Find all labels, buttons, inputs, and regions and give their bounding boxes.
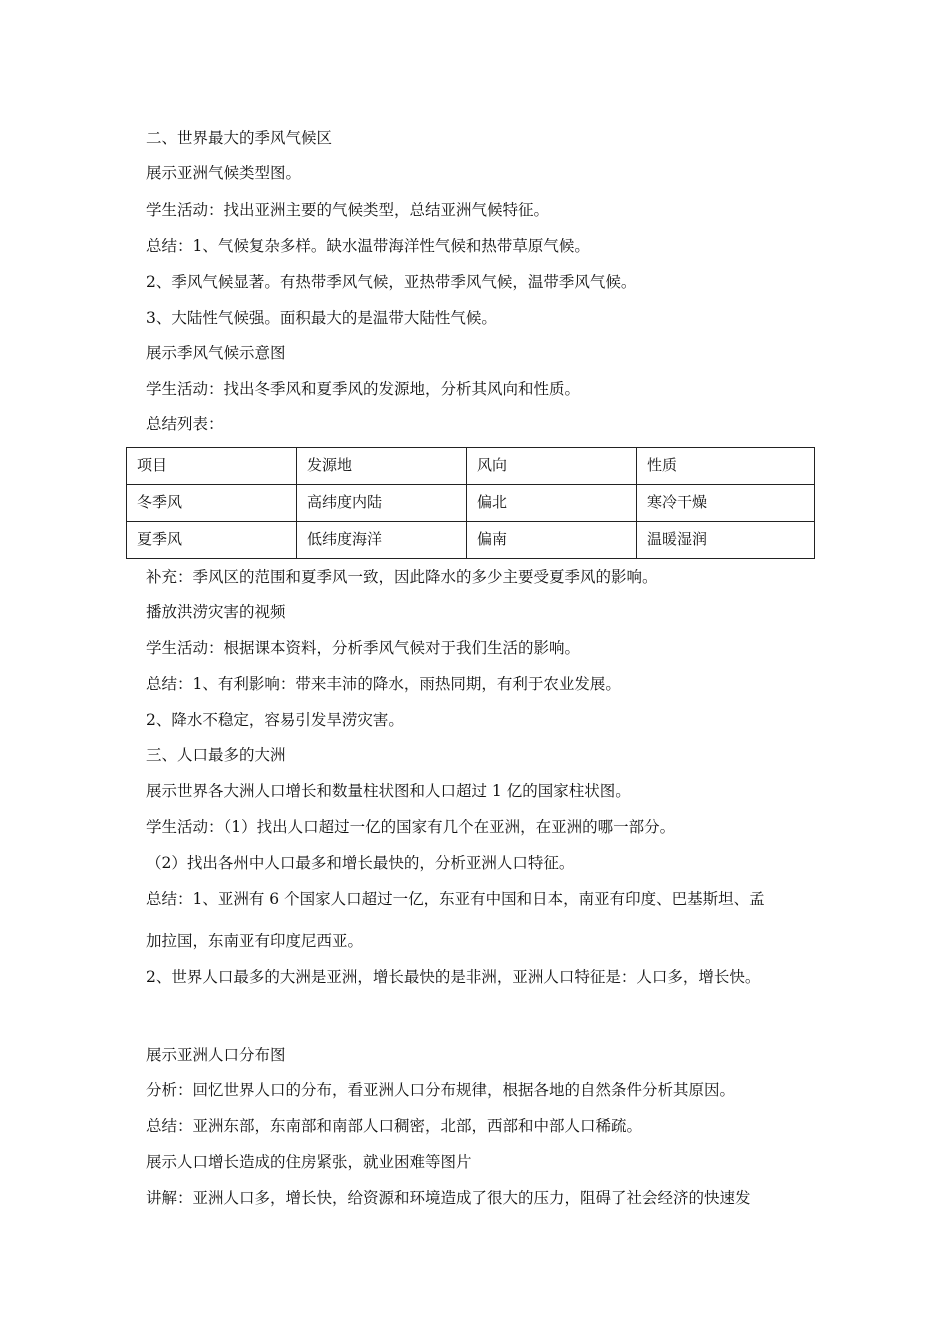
section-heading-monsoon: 二、世界最大的季风气候区 [146,129,333,147]
text-line: 展示亚洲气候类型图。 [146,164,302,182]
text-line: 2、季风气候显著。有热带季风气候，亚热带季风气候，温带季风气候。 [146,273,637,291]
table-header-cell: 发源地 [297,448,467,485]
table-cell: 夏季风 [127,522,297,559]
section-heading-population: 三、人口最多的大洲 [146,746,286,764]
text-line: 补充：季风区的范围和夏季风一致，因此降水的多少主要受夏季风的影响。 [146,568,658,586]
text-line: 总结：1、有利影响：带来丰沛的降水，雨热同期，有利于农业发展。 [146,675,621,693]
text-line: 分析：回忆世界人口的分布，看亚洲人口分布规律，根据各地的自然条件分析其原因。 [146,1081,736,1099]
text-line: 展示亚洲人口分布图 [146,1046,286,1064]
text-line: 总结：亚洲东部，东南部和南部人口稠密，北部，西部和中部人口稀疏。 [146,1117,643,1135]
table-cell: 低纬度海洋 [297,522,467,559]
text-line: 学生活动：（1）找出人口超过一亿的国家有几个在亚洲，在亚洲的哪一部分。 [146,818,676,836]
table-cell: 偏北 [467,485,637,522]
text-line: 总结：1、气候复杂多样。缺水温带海洋性气候和热带草原气候。 [146,237,590,255]
text-line: 2、世界人口最多的大洲是亚洲，增长最快的是非洲，亚洲人口特征是：人口多，增长快。 [146,968,761,986]
monsoon-summary-table [126,447,815,559]
text-line: 总结列表： [146,415,224,433]
table-row [127,485,815,522]
table-header-cell: 性质 [637,448,815,485]
table-cell: 温暖湿润 [637,522,815,559]
text-line: 讲解：亚洲人口多，增长快，给资源和环境造成了很大的压力，阻碍了社会经济的快速发 [146,1189,751,1207]
text-line: 2、降水不稳定，容易引发旱涝灾害。 [146,711,404,729]
text-line: 学生活动：根据课本资料，分析季风气候对于我们生活的影响。 [146,639,581,657]
text-line: 3、大陆性气候强。面积最大的是温带大陆性气候。 [146,309,497,327]
table-cell: 寒冷干燥 [637,485,815,522]
text-line: 展示季风气候示意图 [146,344,286,362]
text-line: 播放洪涝灾害的视频 [146,603,286,621]
table-cell: 冬季风 [127,485,297,522]
text-line: 加拉国，东南亚有印度尼西亚。 [146,932,364,950]
table-header-cell: 项目 [127,448,297,485]
text-line: 总结：1、亚洲有 6 个国家人口超过一亿，东亚有中国和日本，南亚有印度、巴基斯坦、孟 [146,890,765,908]
table-header-row [127,448,815,485]
table-cell: 高纬度内陆 [297,485,467,522]
text-line: 学生活动：找出亚洲主要的气候类型，总结亚洲气候特征。 [146,201,550,219]
table-header-cell: 风向 [467,448,637,485]
text-line: （2）找出各州中人口最多和增长最快的，分析亚洲人口特征。 [146,854,575,872]
table-row [127,522,815,559]
text-line: 学生活动：找出冬季风和夏季风的发源地，分析其风向和性质。 [146,380,581,398]
table-cell: 偏南 [467,522,637,559]
text-line: 展示人口增长造成的住房紧张，就业困难等图片 [146,1153,472,1171]
text-line: 展示世界各大洲人口增长和数量柱状图和人口超过 1 亿的国家柱状图。 [146,782,631,800]
